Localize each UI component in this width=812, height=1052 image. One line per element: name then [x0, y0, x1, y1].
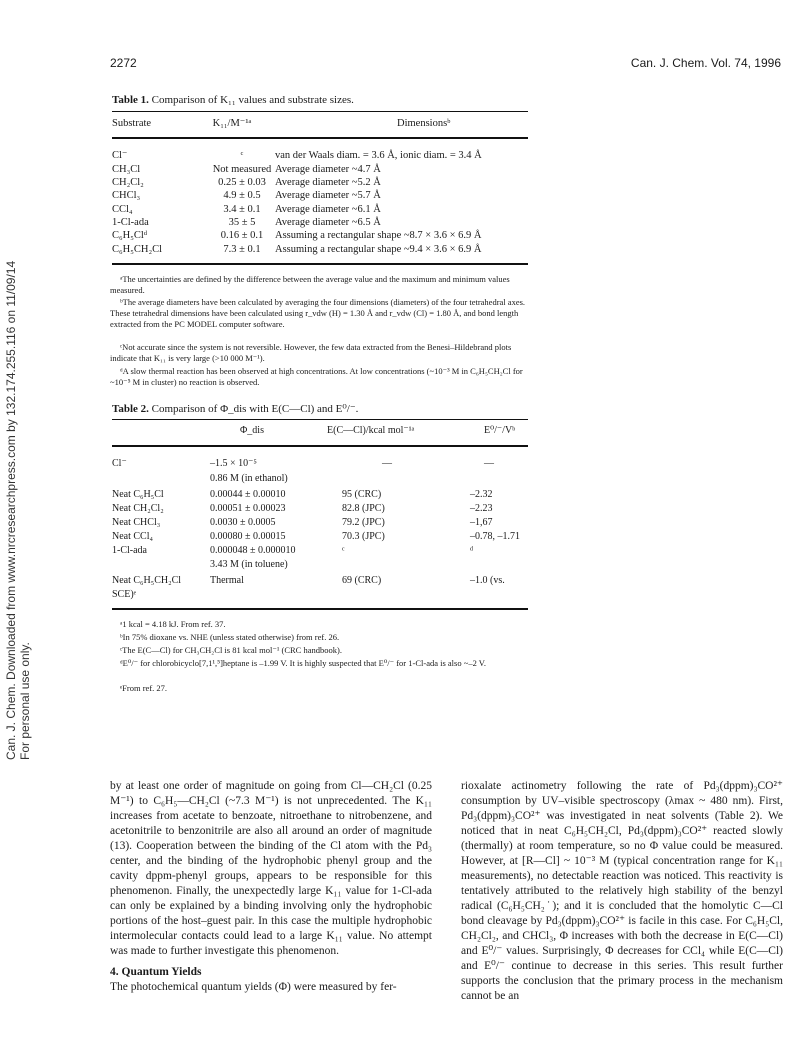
cell-phi: 0.86 M (in ethanol): [210, 473, 288, 484]
body-column-left: [110, 779, 432, 995]
cell-dimensions: Average diameter ~6.5 Å: [275, 217, 381, 228]
table1-bottom-rule: [112, 263, 528, 265]
body-paragraph: The photochemical quantum yields (Φ) were measured by fer-: [110, 981, 397, 993]
cell-k11: 0.16 ± 0.1: [220, 230, 264, 241]
cell-dimensions: Assuming a rectangular shape ~9.4 × 3.6 × 6.9 Å: [275, 244, 482, 255]
table1-label: Table 1.: [112, 94, 149, 106]
body-paragraph: rioxalate actinometry following the rate of Pd₃(dppm)₃CO²⁺ consumption by UV–visible spectroscopy (λmax ~ 480 nm). First, Pd₃(dppm)₃CO²⁺ was investigated in neat solvents (Table 2). We noticed that in neat C₆H₅CH₂Cl, Pd₃(dppm)₃CO²⁺ reacted slowly (thermally) at room temperature, so no Φ value could be measured. However, at [R—Cl] ~ 10⁻³ M (typical concentration range for K₁₁ measurements), no detectable reaction was noticed. This reactivity is tentatively attributed to the relatively high stability of the benzyl radical (C₆H₅CH₂˙); and it is concluded that the homolytic C—Cl bond cleavage by Pd₃(dppm)₃CO²⁺ is facile in this case. For C₆H₅Cl, CH₂Cl₂, and CHCl₃, Φ increases with both the decrease in E(C—Cl) and E⁰/⁻ values. Surprisingly, Φ decreases for CCl₄ while E(C—Cl) and E⁰/⁻ continue to decrease in this series. This result further supports the conclusion that the primary process in the mechanism cannot be an: [461, 780, 783, 1002]
cell-phi: 3.43 M (in toluene): [210, 559, 288, 570]
table-row: [112, 190, 532, 202]
cell-e0: –0.78, –1.71: [470, 531, 520, 542]
table2-footnote-a: ᵃ1 kcal = 4.18 kJ. From ref. 37.: [120, 619, 226, 629]
cell-e0: –2.32: [470, 489, 493, 500]
table2-footnote-c: ᶜThe E(C—Cl) for CH₃CH₂Cl is 81 kcal mol⁻¹ (CRC handbook).: [120, 645, 342, 655]
cell-compound: SCE)ᵉ: [112, 589, 137, 600]
cell-dimensions: Average diameter ~4.7 Å: [275, 164, 381, 175]
table-row: [112, 559, 532, 571]
cell-k11: Not measured: [212, 164, 272, 175]
cell-compound: Neat C₆H₅Cl: [112, 489, 164, 500]
cell-compound: 1-Cl-ada: [112, 545, 147, 556]
table1-header-row: [112, 118, 532, 130]
table-row: [112, 545, 532, 557]
cell-k11: 4.9 ± 0.5: [223, 190, 261, 201]
table-row: [112, 244, 532, 256]
table2-label: Table 2.: [112, 403, 149, 415]
body-paragraph: by at least one order of magnitude on going from Cl—CH₂Cl (0.25 M⁻¹) to C₆H₅—CH₂Cl (~7.3 M⁻¹) is not unprecedented. The K₁₁ increases from acetate to benzoate, nitroethane to nitrobenzene, and acetonitrile to benzonitrile are also all around an order of magnitude (13). Cooperation between the binding of the Cl atom with the Pd₃ center, and the binding of the hydrophobic phenyl group and the cavity dppm-phenyl groups, appears to be responsible for this phenomenon. Finally, the unexpectedly large K₁₁ value for 1-Cl-ada can only be explained by a binding involving only the hydrophobic portions of the host–guest pair. In this case the multiple hydrophobic intermolecular contacts could lead to a large K₁₁ value. No attempt was made to further investigate this phenomenon.: [110, 780, 432, 957]
table1-footnote-b: ᵇThe average diameters have been calculated by averaging the four dimensions (diameters) of the four tetrahedral axes. These tetrahedral dimensions have been calculated using r_vdw (H) = 1.30 Å and r_vdw (Cl) = 1.80 Å, and bond length extracted from the PC MODEL computer software.: [110, 297, 526, 329]
table2-header-ecl: E(C—Cl)/kcal mol⁻¹ᵃ: [327, 425, 415, 436]
table-row: [112, 150, 532, 162]
cell-phi: 0.00051 ± 0.00023: [210, 503, 286, 514]
table2-footnote-e: ᵉFrom ref. 27.: [120, 683, 168, 693]
table-row: [112, 458, 532, 470]
cell-k11: ᶜ: [240, 150, 244, 161]
table2-header-e0: E⁰/⁻/Vᵇ: [484, 425, 516, 436]
table1-footnote-c: ᶜNot accurate since the system is not reversible. However, the few data extracted from the Benesi–Hildebrand plots indicate that K₁₁ is very large (>10 000 M⁻¹).: [110, 342, 512, 363]
table-row: [112, 217, 532, 229]
table2-header-phi: Φ_dis: [240, 425, 264, 436]
cell-compound: Cl⁻: [112, 458, 127, 469]
cell-substrate: C₆H₅CH₂Cl: [112, 244, 163, 255]
cell-ecl: 79.2 (JPC): [342, 517, 385, 528]
cell-compound: Neat C₆H₅CH₂Cl: [112, 575, 182, 586]
cell-k11: 0.25 ± 0.03: [218, 177, 266, 188]
table-row: [112, 575, 532, 587]
cell-substrate: CCl₄: [112, 204, 133, 215]
table2-footnote-d: ᵈE⁰/⁻ for chlorobicyclo[7,1¹,⁵]heptane is –1.99 V. It is highly suspected that E⁰/⁻ for 1-Cl-ada is also ~–2 V.: [120, 658, 486, 668]
cell-phi: 0.00080 ± 0.00015: [210, 531, 286, 542]
cell-phi: –1.5 × 10⁻⁵: [210, 458, 257, 469]
table2-bottom-rule: [112, 608, 528, 610]
cell-substrate: C₆H₅Clᵈ: [112, 230, 148, 241]
table1-footnote-d: ᵈA slow thermal reaction has been observed at high concentrations. At low concentrations (~10⁻³ M in C₆H₅CH₂Cl for ~10⁻⁵ M in cluster) no reaction is observed.: [110, 366, 523, 387]
table-row: [112, 517, 532, 529]
cell-k11: 35 ± 5: [228, 217, 256, 228]
table1-header-rule: [112, 137, 528, 139]
cell-dimensions: Average diameter ~5.2 Å: [275, 177, 381, 188]
cell-e0: –2.23: [470, 503, 493, 514]
table2-top-rule: [112, 419, 528, 420]
cell-substrate: 1-Cl-ada: [112, 217, 149, 228]
page-number: 2272: [110, 56, 137, 70]
cell-e0: –1.0 (vs.: [470, 575, 505, 586]
cell-e0: ᵈ: [470, 545, 474, 556]
table1-caption-text: Comparison of K₁₁ values and substrate sizes.: [151, 94, 354, 106]
watermark-line-2: For personal use only.: [18, 642, 32, 760]
cell-dimensions: Assuming a rectangular shape ~8.7 × 3.6 × 6.9 Å: [275, 230, 482, 241]
table-row: [112, 589, 532, 601]
table2-header-rule: [112, 445, 528, 447]
cell-e0: –1,67: [470, 517, 493, 528]
table1-top-rule: [112, 111, 528, 112]
body-column-right: [461, 779, 783, 1004]
cell-substrate: CHCl₃: [112, 190, 141, 201]
cell-k11: 3.4 ± 0.1: [223, 204, 261, 215]
table1-header-k11: K₁₁/M⁻¹ᵃ: [212, 118, 252, 129]
cell-e0: —: [484, 458, 494, 469]
cell-substrate: Cl⁻: [112, 150, 128, 161]
cell-ecl: ᶜ: [342, 545, 345, 556]
cell-phi: 0.00044 ± 0.00010: [210, 489, 286, 500]
cell-dimensions: van der Waals diam. = 3.6 Å, ionic diam. = 3.4 Å: [275, 150, 482, 161]
cell-ecl: 70.3 (JPC): [342, 531, 385, 542]
table-row: [112, 489, 532, 501]
cell-compound: Neat CH₂Cl₂: [112, 503, 164, 514]
cell-compound: Neat CHCl₃: [112, 517, 161, 528]
table-row: [112, 503, 532, 515]
table-row: [112, 531, 532, 543]
table2-header-row: [112, 425, 532, 437]
table1-caption: [112, 94, 354, 106]
table1-footnote-a: ᵃThe uncertainties are defined by the difference between the average value and the maximum and minimum values measured.: [110, 274, 510, 295]
table2-caption-text: Comparison of Φ_dis with E(C—Cl) and E⁰/⁻.: [151, 403, 359, 415]
table-row: [112, 177, 532, 189]
table2-footnote-b: ᵇIn 75% dioxane vs. NHE (unless stated otherwise) from ref. 26.: [120, 632, 340, 642]
cell-phi: 0.0030 ± 0.0005: [210, 517, 276, 528]
cell-substrate: CH₂Cl₂: [112, 177, 144, 188]
cell-substrate: CH₃Cl: [112, 164, 141, 175]
cell-dimensions: Average diameter ~6.1 Å: [275, 204, 381, 215]
table1-header-substrate: Substrate: [112, 118, 152, 129]
cell-ecl: 82.8 (JPC): [342, 503, 385, 514]
table-row: [112, 204, 532, 216]
cell-ecl: —: [382, 458, 392, 469]
cell-ecl: 69 (CRC): [342, 575, 382, 586]
table2-caption: [112, 402, 358, 415]
table-row: [112, 164, 532, 176]
watermark-line-1: Can. J. Chem. Downloaded from www.nrcresearchpress.com by 132.174.255.116 on 11/09/14: [4, 260, 18, 760]
cell-phi: Thermal: [210, 575, 244, 586]
cell-compound: Neat CCl₄: [112, 531, 153, 542]
journal-citation: Can. J. Chem. Vol. 74, 1996: [630, 56, 781, 70]
table-row: [112, 473, 532, 485]
table-row: [112, 230, 532, 242]
table1-header-dimensions: Dimensionsᵇ: [397, 118, 451, 129]
cell-k11: 7.3 ± 0.1: [223, 244, 261, 255]
cell-phi: 0.000048 ± 0.000010: [210, 545, 296, 556]
section-heading: 4. Quantum Yields: [110, 966, 202, 978]
cell-dimensions: Average diameter ~5.7 Å: [275, 190, 381, 201]
cell-ecl: 95 (CRC): [342, 489, 382, 500]
